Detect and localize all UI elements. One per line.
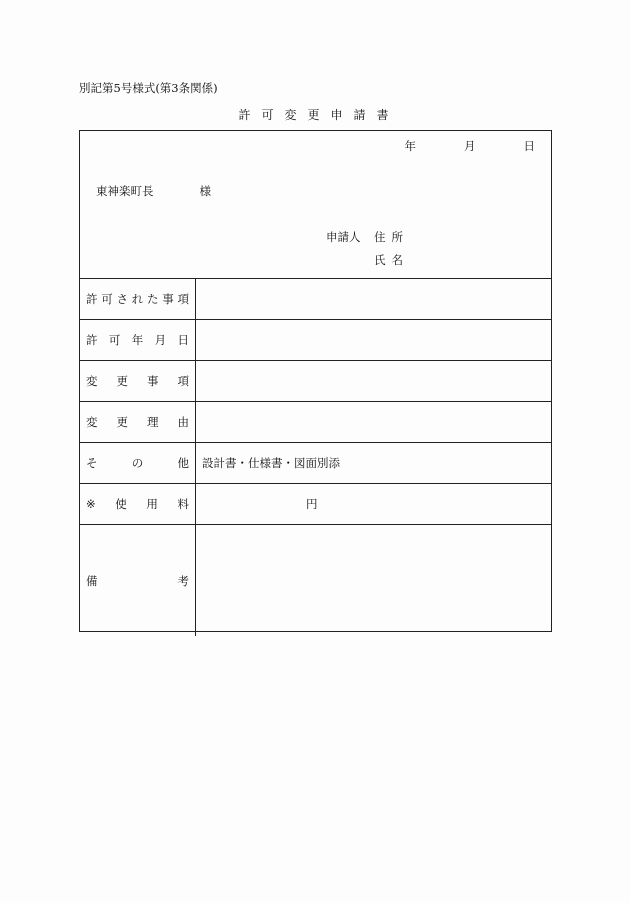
- label-char: 事: [147, 374, 159, 388]
- label-char: ※: [86, 497, 96, 511]
- label-char: 許: [86, 292, 98, 306]
- label-char: 由: [177, 415, 189, 429]
- label-char: 日: [177, 333, 189, 347]
- label-char: た: [147, 292, 159, 306]
- label-char: 項: [177, 292, 189, 306]
- month-label: 月: [464, 139, 476, 153]
- row-label: [80, 402, 196, 442]
- label-char: 理: [147, 415, 159, 429]
- form-rows: [80, 279, 551, 636]
- label-char: 変: [86, 415, 98, 429]
- label-char: 可: [101, 292, 113, 306]
- label-char: 備: [86, 573, 98, 588]
- label-char: 月: [154, 333, 167, 347]
- label-char: 料: [177, 497, 189, 511]
- table-row: [80, 320, 551, 361]
- row-label: [80, 320, 196, 360]
- table-row: [80, 361, 551, 402]
- applicant-name-label: 氏名: [374, 253, 409, 267]
- applicant-label: 申請人: [326, 230, 361, 244]
- row-label: [80, 443, 196, 483]
- label-char: 更: [116, 415, 128, 429]
- applicant-block: [326, 229, 409, 275]
- row-label: [80, 361, 196, 401]
- table-row: [80, 525, 551, 636]
- row-label: [80, 484, 196, 524]
- addressee-honorific: 様: [199, 184, 211, 198]
- label-char: 考: [177, 573, 189, 588]
- row-label: [80, 279, 196, 319]
- row-value-field[interactable]: 設計書・仕様書・図面別添: [202, 456, 340, 470]
- document-title: 許可変更申請書: [238, 108, 400, 122]
- applicant-address-label: 住所: [374, 230, 409, 244]
- label-char: 可: [108, 333, 121, 347]
- label-char: 年: [131, 333, 144, 347]
- addressee: [96, 183, 211, 199]
- addressee-name: 東神楽町長: [96, 184, 154, 198]
- day-label: 日: [523, 139, 535, 153]
- label-char: そ: [86, 456, 98, 470]
- row-value-field[interactable]: 円: [306, 497, 318, 511]
- label-char: 使: [115, 497, 127, 511]
- year-label: 年: [404, 139, 416, 153]
- label-char: 他: [177, 456, 189, 470]
- label-char: さ: [116, 292, 128, 306]
- label-char: 更: [116, 374, 128, 388]
- form-reference: 別記第5号様式(第3条関係): [79, 81, 218, 95]
- label-char: 事: [162, 292, 174, 306]
- table-row: [80, 443, 551, 484]
- row-label: [80, 525, 196, 636]
- table-row: [80, 402, 551, 443]
- form-header-section: [80, 131, 551, 279]
- label-char: の: [131, 456, 144, 470]
- label-char: 項: [177, 374, 189, 388]
- label-char: れ: [131, 292, 144, 306]
- table-row: [80, 484, 551, 525]
- application-form: [79, 130, 552, 632]
- date-line: [405, 138, 536, 154]
- label-char: 許: [86, 333, 98, 347]
- label-char: 変: [86, 374, 98, 388]
- table-row: [80, 279, 551, 320]
- label-char: 用: [146, 497, 158, 511]
